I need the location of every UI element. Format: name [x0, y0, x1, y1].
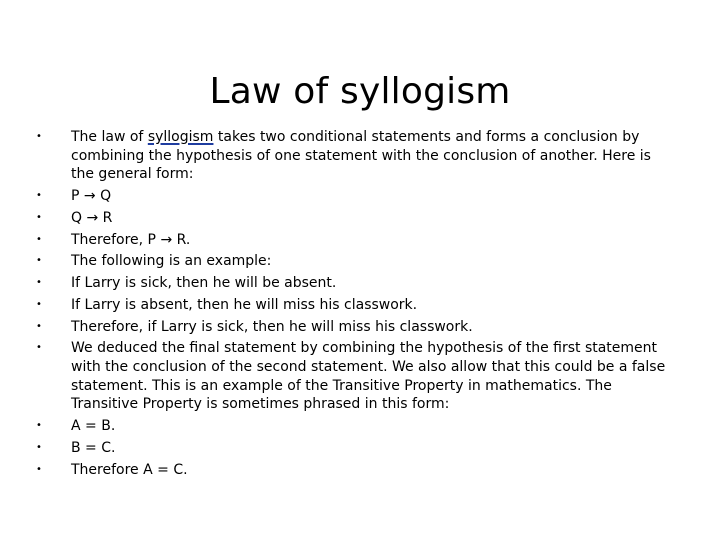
bullet-item	[36, 187, 676, 206]
bullet-text: Therefore A = C.	[71, 461, 188, 478]
bullet-text: We deduced the final statement by combining the hypothesis of the first statement with the conclusion of the second statement. We also allow that this could be a false statement. This is an example of the Transitive Property in mathematics. The Transitive Property is sometimes phrased in this form:	[71, 340, 666, 413]
bullet-text: The following is an example:	[71, 253, 272, 270]
bullet-icon: •	[36, 277, 42, 289]
bullet-item	[36, 252, 676, 271]
bullet-item	[36, 274, 676, 293]
bullet-icon: •	[36, 320, 42, 332]
bullet-item	[36, 339, 676, 413]
bullet-text: If Larry is sick, then he will be absent.	[71, 275, 337, 292]
bullet-item	[36, 439, 676, 458]
bullet-item-definition	[36, 128, 676, 184]
bullet-text: A = B.	[71, 418, 116, 434]
bullet-item	[36, 296, 676, 315]
bullet-text: Therefore, P → R.	[71, 231, 191, 248]
bullet-text: If Larry is absent, then he will miss his classwork.	[71, 296, 418, 313]
bullet-item	[36, 417, 676, 436]
bullet-text-pre: The law of	[71, 129, 148, 145]
bullet-icon: •	[36, 298, 42, 310]
bullet-item	[36, 209, 676, 228]
bullet-icon: •	[36, 189, 42, 201]
bullet-icon: •	[36, 211, 42, 223]
bullet-icon: •	[36, 255, 42, 267]
bullet-list	[36, 128, 676, 482]
bullet-icon: •	[36, 342, 42, 354]
syllogism-link[interactable]: syllogism	[147, 129, 214, 145]
bullet-item	[36, 318, 676, 337]
bullet-text-post: takes two conditional statements and forms a conclusion by combining the hypothesis of one statement with the conclusion of another. Here is the general form:	[71, 129, 651, 183]
bullet-icon: •	[36, 420, 42, 431]
bullet-icon: •	[36, 441, 42, 453]
bullet-text: Q → R	[71, 209, 113, 226]
bullet-text: Therefore, if Larry is sick, then he will miss his classwork.	[71, 318, 473, 335]
slide-title: Law of syllogism	[209, 71, 511, 113]
bullet-text	[71, 129, 651, 182]
bullet-text: B = C.	[71, 439, 116, 456]
bullet-item	[36, 461, 676, 480]
bullet-icon: •	[36, 131, 42, 142]
bullet-icon: •	[36, 463, 42, 475]
bullet-item	[36, 231, 676, 250]
bullet-text: P → Q	[71, 187, 112, 204]
bullet-icon: •	[36, 233, 42, 245]
